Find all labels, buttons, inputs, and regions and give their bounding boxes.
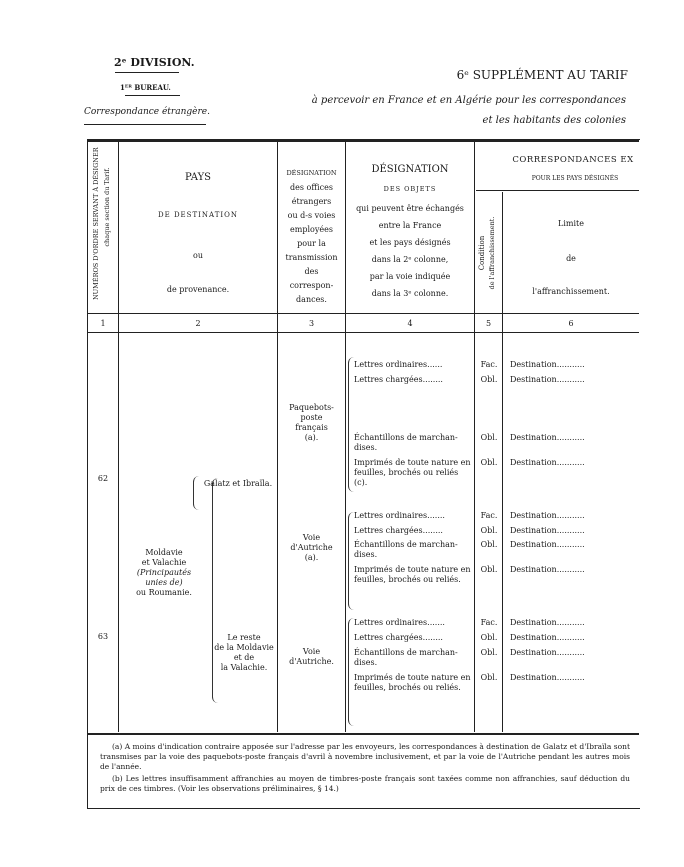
text-line: Voie [302,647,321,656]
col-number: 4 [407,319,413,328]
bureau-label: 1ᴱᴿ BUREAU. [120,83,171,92]
col3-header-body [278,181,345,307]
text-line: Paquebots- [289,403,334,412]
text-line: étrangers [291,197,332,206]
list-item: Lettres chargées........ [354,526,443,535]
col56-group-title: CORRESPONDANCES EX [512,155,634,165]
text-line: transmission [285,253,338,262]
header-rule [87,313,639,314]
col-rule [474,142,475,732]
page-title: 6ᵉ SUPPLÉMENT AU TARIF [456,68,628,82]
list-item: Échantillons de marchan- dises. [354,433,458,452]
row-number-62: 62 [97,474,109,483]
text-line: des offices [290,183,333,192]
col6-header-line1: Limite [558,219,584,228]
list-item: Imprimés de toute nature en feuilles, brochés ou reliés. [354,565,471,584]
subtitle-line-1: à percevoir en France et en Algérie pour les correspondances [311,95,626,106]
subregion-rest-moldavia [212,633,276,673]
col1-header-line1: NUMÉROS D'ORDRE SERVANT À DÉSIGNER [92,147,100,300]
text-line: Voie [302,533,321,542]
condition-value: Obl. [480,375,498,384]
list-item: Lettres ordinaires....... [354,618,445,627]
text-line: correspon- [289,281,334,290]
condition-value: Obl. [480,540,498,549]
col4-header-title: DÉSIGNATION [371,164,449,175]
route-austria-a [278,533,345,563]
text-line: français [295,423,328,432]
limit-value: Destination........... [510,360,585,369]
divider [125,95,180,96]
list-item: Imprimés de toute nature en feuilles, brochés ou reliés. [354,673,471,692]
subregion-galatz-ibraila: Galatz et Ibraïla. [203,479,273,488]
condition-value: Obl. [480,673,498,682]
col56-group-sub: POUR LES PAYS DÉSIGNÉS [531,175,619,182]
col4-header-sub: DES OBJETS [383,185,437,193]
subtitle-line-2: et les habitants des colonies [482,115,626,126]
text-line: Le reste [227,633,261,642]
text-line: la Valachie. [220,663,268,672]
limit-value: Destination........... [510,526,585,535]
limit-value: Destination........... [510,540,585,549]
limit-value: Destination........... [510,618,585,627]
text-line: par la voie indiquée [369,272,451,281]
col-number: 2 [195,319,201,328]
condition-value: Fac. [480,511,498,520]
col4-header-body [346,200,474,302]
list-item: Lettres ordinaires....... [354,511,445,520]
list-item: Lettres ordinaires...... [354,360,443,369]
limit-value: Destination........... [510,633,585,642]
group-rule [476,190,639,191]
division-label: 2ᵉ DIVISION. [114,56,195,69]
list-item: Imprimés de toute nature en feuilles, brochés ou reliés (c). [354,458,471,487]
text-line: entre la France [378,221,442,230]
col6-header-line2: de [566,254,576,263]
limit-value: Destination........... [510,375,585,384]
col-number: 3 [308,319,315,328]
text-line: unies de) [145,578,183,587]
text-line: ou Roumanie. [136,588,192,597]
text-line: poste [300,413,323,422]
list-item: Échantillons de marchan- dises. [354,648,458,667]
condition-value: Obl. [480,526,498,535]
col2-header-line2: ou [193,251,203,260]
section-label: Correspondance étrangère. [84,107,210,117]
limit-value: Destination........... [510,565,585,574]
list-item: Échantillons de marchan- dises. [354,540,458,559]
text-line: d'Autriche [290,543,333,552]
col3-header-title: DÉSIGNATION [286,169,337,177]
text-line: d'Autriche. [289,657,334,666]
col1-header-line2: chaque section du Tarif. [103,167,111,247]
text-line: et Valachie [141,558,187,567]
col5-header-line2: de l'affranchissement. [488,216,496,290]
text-line: ou d-s voies [287,211,336,220]
number-row-rule [87,332,639,333]
col-number: 6 [568,319,574,328]
limit-value: Destination........... [510,673,585,682]
row-number-63: 63 [97,632,109,641]
list-item: Lettres chargées........ [354,375,443,384]
text-line: Moldavie [145,548,183,557]
text-line: des [304,267,319,276]
divider [115,72,179,73]
text-line: et de [233,653,255,662]
col2-header-line3: de provenance. [166,285,230,294]
country-moldavia-wallachia [119,548,209,598]
text-line: dans la 3ᵉ colonne. [371,289,449,298]
condition-value: Fac. [480,360,498,369]
footnote-b: (b) Les lettres insuffisamment affranchies au moyen de timbres-poste français sont taxées comme non affranchies, sauf déduction du prix de ces timbres. (Voir les observations préliminaires, § 14.) [100,774,630,793]
list-item: Lettres chargées........ [354,633,443,642]
limit-value: Destination........... [510,511,585,520]
col2-header-title: PAYS [184,172,212,183]
text-line: (Principautés [136,568,192,577]
table-top-rule [87,139,639,142]
text-line: dances. [296,295,327,304]
text-line: pour la [297,239,326,248]
col-number: 1 [100,319,106,328]
limit-value: Destination........... [510,648,585,657]
text-line: de la Moldavie [214,643,274,652]
condition-value: Obl. [480,565,498,574]
text-line: et les pays désignés [369,238,451,247]
text-line: (a). [304,433,319,442]
condition-value: Obl. [480,433,498,442]
text-line: (a). [304,553,319,562]
col5-header-line1: Condition [478,235,486,271]
condition-value: Obl. [480,633,498,642]
limit-value: Destination........... [510,458,585,467]
col6-header-line3: l'affranchissement. [532,287,610,296]
route-austria [278,647,345,667]
condition-value: Obl. [480,458,498,467]
text-line: employées [290,225,333,234]
col-rule [502,192,503,732]
text-line: qui peuvent être échangés [356,204,464,213]
route-packet-boats [278,403,345,443]
text-line: dans la 2ᵉ colonne, [371,255,449,264]
divider [84,124,206,125]
col2-header-line1: DE DESTINATION [158,211,238,219]
col-number: 5 [485,319,492,328]
condition-value: Fac. [480,618,498,627]
limit-value: Destination........... [510,433,585,442]
footnote-a: (a) A moins d'indication contraire apposée sur l'adresse par les envoyeurs, les correspondances à destination de Galatz et d'Ibraïla sont transmises par la voie des paquebots-poste français d'avril à novembre inclusivement, et par la voie de l'Autriche pendant les autres mois de l'année. [100,742,630,771]
condition-value: Obl. [480,648,498,657]
col-rule [118,142,119,732]
body-bottom-rule [87,733,639,735]
